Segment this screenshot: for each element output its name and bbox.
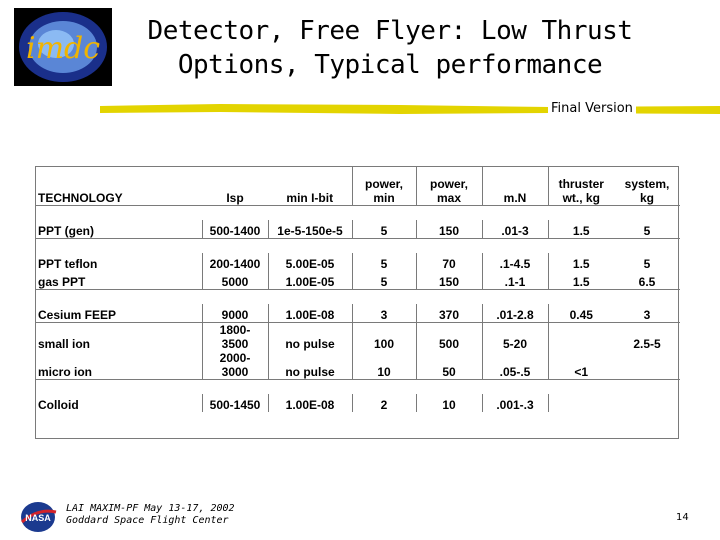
cell-isp-l1: 2000- (219, 351, 251, 365)
header-isp: Isp (202, 167, 268, 206)
table-row (36, 271, 680, 290)
header-thruster-l2: wt., kg (562, 191, 600, 205)
header-power-min (352, 167, 416, 206)
cell-isp (202, 323, 268, 352)
cell-isp (202, 351, 268, 380)
cell-isp: 500-1400 (202, 220, 268, 239)
header-system-l2: kg (639, 191, 654, 205)
cell-sys (614, 351, 680, 380)
nasa-logo (18, 500, 58, 534)
header-power-max-l2: max (436, 191, 462, 205)
title-line-1: Detector, Free Flyer: Low Thrust (147, 16, 633, 46)
cell-sys: 6.5 (614, 271, 680, 290)
footer-line-2: Goddard Space Flight Center (66, 515, 229, 526)
table-row (36, 220, 680, 239)
imdc-logo (14, 8, 112, 86)
header-power-max (416, 167, 482, 206)
cell-mn: 5-20 (482, 323, 548, 352)
header-thruster-l1: thruster (558, 177, 604, 191)
cell-pmax: 70 (416, 253, 482, 271)
cell-tech: gas PPT (36, 271, 202, 290)
header-power-min-l2: min (373, 191, 395, 205)
page-number: 14 (676, 512, 689, 523)
cell-mn: .01-3 (482, 220, 548, 239)
cell-isp-l1: 1800- (219, 323, 251, 337)
cell-sys: 2.5-5 (633, 337, 661, 351)
cell-pmax: 150 (416, 271, 482, 290)
cell-pmax: 10 (416, 394, 482, 412)
cell-ibit: no pulse (268, 351, 352, 380)
cell-tech: small ion (38, 337, 91, 351)
header-system-l1: system, (624, 177, 670, 191)
cell-ibit: 5.00E-05 (268, 253, 352, 271)
cell-pmax: 370 (416, 304, 482, 323)
cell-pmin: 5 (352, 271, 416, 290)
cell-mn: .1-1 (482, 271, 548, 290)
cell-isp: 200-1400 (202, 253, 268, 271)
table-row (36, 304, 680, 323)
cell-pmin: 3 (352, 304, 416, 323)
cell-mn: .001-.3 (482, 394, 548, 412)
nasa-wordmark: NASA (25, 513, 51, 523)
thrust-options-table (35, 166, 679, 439)
header-system (614, 167, 680, 206)
cell-tech: PPT (gen) (36, 220, 202, 239)
footer-line-1: LAI MAXIM-PF May 13-17, 2002 (66, 503, 235, 514)
cell-tech: micro ion (36, 351, 202, 380)
cell-pmin: 10 (352, 351, 416, 380)
title-line-2: Options, Typical performance (177, 50, 603, 80)
footer (66, 503, 235, 527)
header-power-min-l1: power, (364, 177, 403, 191)
version-label: Final Version (548, 101, 636, 116)
cell-thr: 0.45 (548, 304, 614, 323)
cell-tech: Colloid (38, 398, 79, 412)
cell-isp: 5000 (202, 271, 268, 290)
cell-thr: 1.5 (548, 220, 614, 239)
cell-ibit: 1.00E-08 (268, 304, 352, 323)
table-row (36, 253, 680, 271)
cell-isp: 500-1450 (202, 394, 268, 412)
cell-thr: <1 (548, 351, 614, 380)
cell-mn: .05-.5 (482, 351, 548, 380)
cell-ibit: 1.00E-05 (268, 271, 352, 290)
header-mn: m.N (482, 167, 548, 206)
table-row (36, 351, 680, 380)
cell-sys: 5 (643, 257, 651, 271)
cell-sys (614, 394, 680, 412)
table-row (36, 323, 680, 352)
cell-mn: .1-4.5 (482, 253, 548, 271)
cell-thr: 1.5 (548, 253, 614, 271)
cell-thr (548, 323, 614, 352)
cell-pmin: 5 (352, 253, 416, 271)
cell-thr (548, 394, 614, 412)
cell-mn: .01-2.8 (482, 304, 548, 323)
cell-tech: Cesium FEEP (36, 304, 202, 323)
header-power-max-l1: power, (429, 177, 468, 191)
cell-ibit: 1.00E-08 (268, 394, 352, 412)
cell-ibit: 1e-5-150e-5 (268, 220, 352, 239)
table-row (36, 394, 680, 412)
cell-sys: 3 (614, 304, 680, 323)
cell-isp: 9000 (202, 304, 268, 323)
cell-pmin: 100 (352, 323, 416, 352)
cell-pmax: 50 (416, 351, 482, 380)
cell-isp-l2: 3500 (221, 337, 249, 351)
table-header-row (36, 167, 680, 206)
header-min-ibit: min I-bit (268, 167, 352, 206)
slide-title (130, 14, 650, 82)
header-technology: TECHNOLOGY (36, 167, 202, 206)
cell-ibit: no pulse (268, 323, 352, 352)
cell-pmax: 500 (416, 323, 482, 352)
cell-sys: 5 (614, 220, 680, 239)
cell-tech: PPT teflon (38, 257, 98, 271)
cell-pmax: 150 (416, 220, 482, 239)
cell-thr: 1.5 (548, 271, 614, 290)
cell-isp-l2: 3000 (221, 365, 249, 379)
logo-wordmark: imdc (25, 31, 101, 66)
header-thruster (548, 167, 614, 206)
cell-pmin: 2 (352, 394, 416, 412)
cell-pmin: 5 (352, 220, 416, 239)
